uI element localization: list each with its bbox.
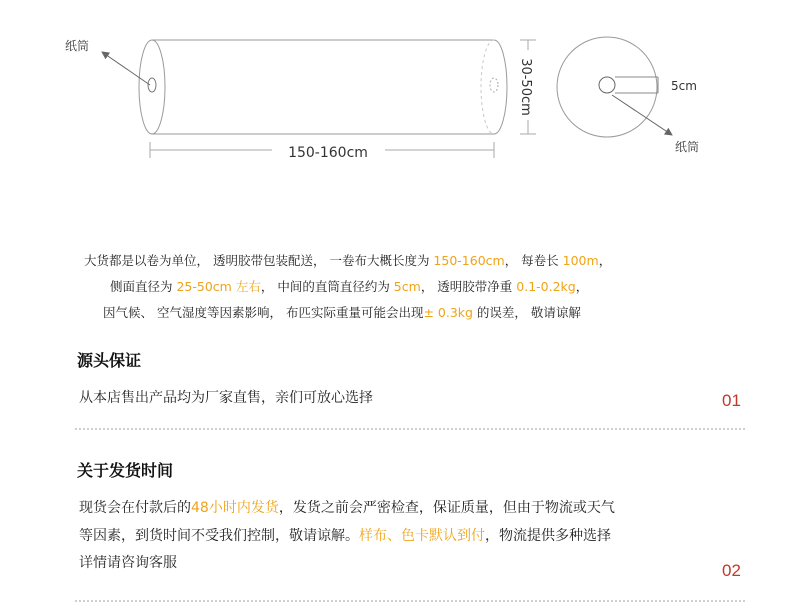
highlight-text: 样布、色卡默认到付 — [359, 527, 485, 544]
core-label-right: 纸筒 — [675, 140, 700, 154]
length-dimension — [150, 142, 494, 161]
section-number-02: 02 — [722, 561, 741, 580]
text-run: 大货都是以卷为单位， 透明胶带包装配送， 一卷布大概长度为 — [84, 253, 434, 268]
text-run: ，物流提供多种选择 — [485, 527, 611, 544]
intro-line-2 — [110, 279, 588, 295]
highlight-text: 0.1-0.2kg — [516, 279, 576, 294]
section-divider-bottom — [75, 600, 745, 602]
section-title-source: 源头保证 — [77, 351, 142, 370]
core-label-left: 纸筒 — [65, 39, 90, 53]
section-line — [79, 523, 615, 551]
length-label: 150-160cm — [288, 145, 368, 161]
text-run: 现货会在付款后的 — [79, 500, 191, 516]
highlight-text: 48小时内发货 — [191, 500, 279, 516]
highlight-text: 100m — [562, 253, 599, 268]
diameter-dimension — [518, 40, 536, 134]
text-run: ， 中间的直筒直径约为 — [260, 279, 394, 294]
core-diameter-label: 5cm — [671, 79, 697, 93]
text-run: ， — [575, 279, 589, 294]
roll-end-view — [557, 37, 699, 154]
text-run: 的误差， 敬请谅解 — [472, 305, 581, 320]
core-hole-end — [599, 77, 615, 93]
text-run: 侧面直径为 — [110, 279, 177, 294]
section-number-01: 01 — [722, 391, 741, 410]
section-text-source — [79, 385, 373, 413]
section-divider — [75, 428, 745, 430]
text-run: 因气候、 空气湿度等因素影响， 布匹实际重量可能会出现 — [103, 305, 424, 320]
text-run: ， 透明胶带净重 — [420, 279, 517, 294]
fabric-roll-diagram — [0, 0, 790, 215]
intro-line-3 — [103, 305, 581, 321]
intro-line-1 — [84, 253, 611, 269]
section-line — [79, 495, 615, 523]
text-run: ，发货之前会严密检查，保证质量，但由于物流或天气 — [278, 500, 615, 516]
section-text-shipping — [79, 495, 615, 578]
highlight-text: ± 0.3kg — [423, 305, 473, 320]
diameter-label: 30-50cm — [518, 58, 533, 116]
text-run: 等因素，到货时间不受我们控制，敬请谅解。 — [79, 527, 359, 544]
core-hole-right — [490, 78, 498, 92]
text-run: ， 每卷长 — [504, 253, 563, 268]
section-line — [79, 385, 373, 413]
text-run: 详情请咨询客服 — [79, 555, 177, 571]
highlight-text: 150-160cm — [433, 253, 505, 268]
section-title-shipping: 关于发货时间 — [77, 461, 174, 480]
section-line — [79, 550, 615, 578]
text-run: 从本店售出产品均为厂家直售，亲们可放心选择 — [79, 390, 373, 406]
highlight-text: 25-50cm 左右 — [176, 279, 261, 294]
highlight-text: 5cm — [393, 279, 421, 294]
roll-side-view — [65, 39, 507, 134]
text-run: ， — [598, 253, 612, 268]
